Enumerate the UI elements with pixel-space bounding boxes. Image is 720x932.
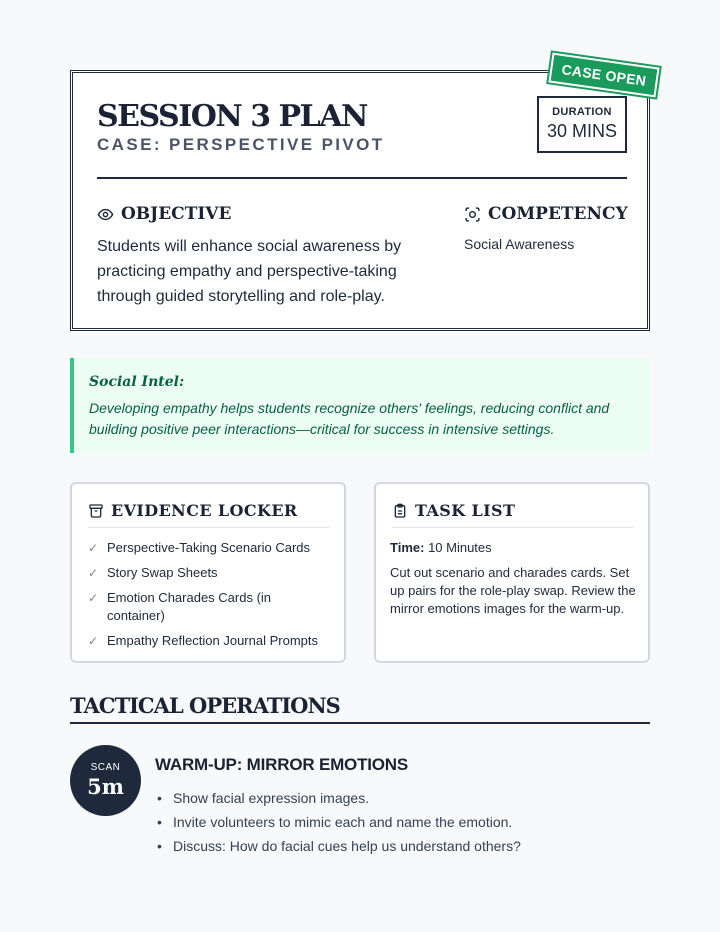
objective-text: Students will enhance social awareness by practicing empathy and perspective-taking through guided storytelling and role-play. (97, 238, 402, 305)
tactical-heading: TACTICAL OPERATIONS (70, 693, 340, 718)
case-subtitle: CASE: PERSPECTIVE PIVOT (97, 135, 385, 154)
list-item-label: Empathy Reflection Journal Prompts (107, 633, 318, 648)
callout-text: Developing empathy helps students recognize others' feelings, reducing conflict and building positive peer interactions—critical for success in intensive settings. (89, 400, 610, 437)
evidence-heading-label: EVIDENCE LOCKER (111, 501, 298, 520)
archive-icon (88, 503, 104, 519)
objective-heading (97, 204, 231, 224)
check-icon: ✓ (88, 566, 99, 580)
check-icon: ✓ (88, 591, 99, 605)
header-divider (97, 177, 627, 179)
task-heading-label: TASK LIST (415, 501, 516, 520)
clipboard-icon (392, 503, 408, 519)
list-item-label: Perspective-Taking Scenario Cards (107, 540, 311, 555)
list-item: • Show facial expression images. (157, 786, 521, 810)
duration-box (537, 96, 627, 153)
task-text: Cut out scenario and charades cards. Set up pairs for the role-play swap. Review the mirror emotions images for the warm-up. (390, 565, 636, 616)
list-item (88, 564, 328, 582)
step-time-badge (70, 745, 141, 816)
tactical-divider (70, 722, 650, 724)
page-title: SESSION 3 PLAN (97, 99, 367, 134)
competency-heading-label: COMPETENCY (488, 204, 628, 224)
objective-heading-label: OBJECTIVE (121, 204, 232, 224)
check-icon: ✓ (88, 634, 99, 648)
task-time (390, 540, 492, 555)
evidence-locker-panel (70, 482, 346, 663)
list-item (88, 539, 328, 557)
scan-face-icon (464, 206, 481, 223)
step-title: WARM-UP: MIRROR EMOTIONS (155, 755, 409, 774)
list-item (88, 589, 328, 625)
task-list-panel (374, 482, 650, 663)
list-item: • Discuss: How do facial cues help us understand others? (157, 834, 521, 858)
task-heading (392, 502, 634, 528)
session-header-card (70, 70, 650, 331)
social-intel-callout (70, 358, 650, 453)
list-item-label: Emotion Charades Cards (in container) (107, 590, 272, 623)
list-item: • Invite volunteers to mimic each and name the emotion. (157, 810, 521, 834)
list-item-label: Story Swap Sheets (107, 565, 218, 580)
competency-text: Social Awareness (464, 236, 575, 252)
eye-icon (97, 206, 114, 223)
duration-value: 30 MINS (546, 121, 618, 141)
evidence-heading (88, 502, 330, 528)
evidence-list (88, 539, 328, 657)
badge-label: SCAN (90, 762, 121, 773)
competency-heading (464, 204, 628, 224)
list-item (88, 632, 328, 650)
duration-label: DURATION (552, 106, 612, 118)
badge-value: 5m (87, 774, 124, 799)
step-bullets (157, 786, 521, 858)
task-time-value: 10 Minutes (428, 540, 492, 555)
case-open-stamp: CASE OPEN (548, 53, 659, 98)
task-time-label: Time: (390, 540, 425, 555)
callout-title: Social Intel: (89, 374, 185, 390)
check-icon: ✓ (88, 541, 99, 555)
